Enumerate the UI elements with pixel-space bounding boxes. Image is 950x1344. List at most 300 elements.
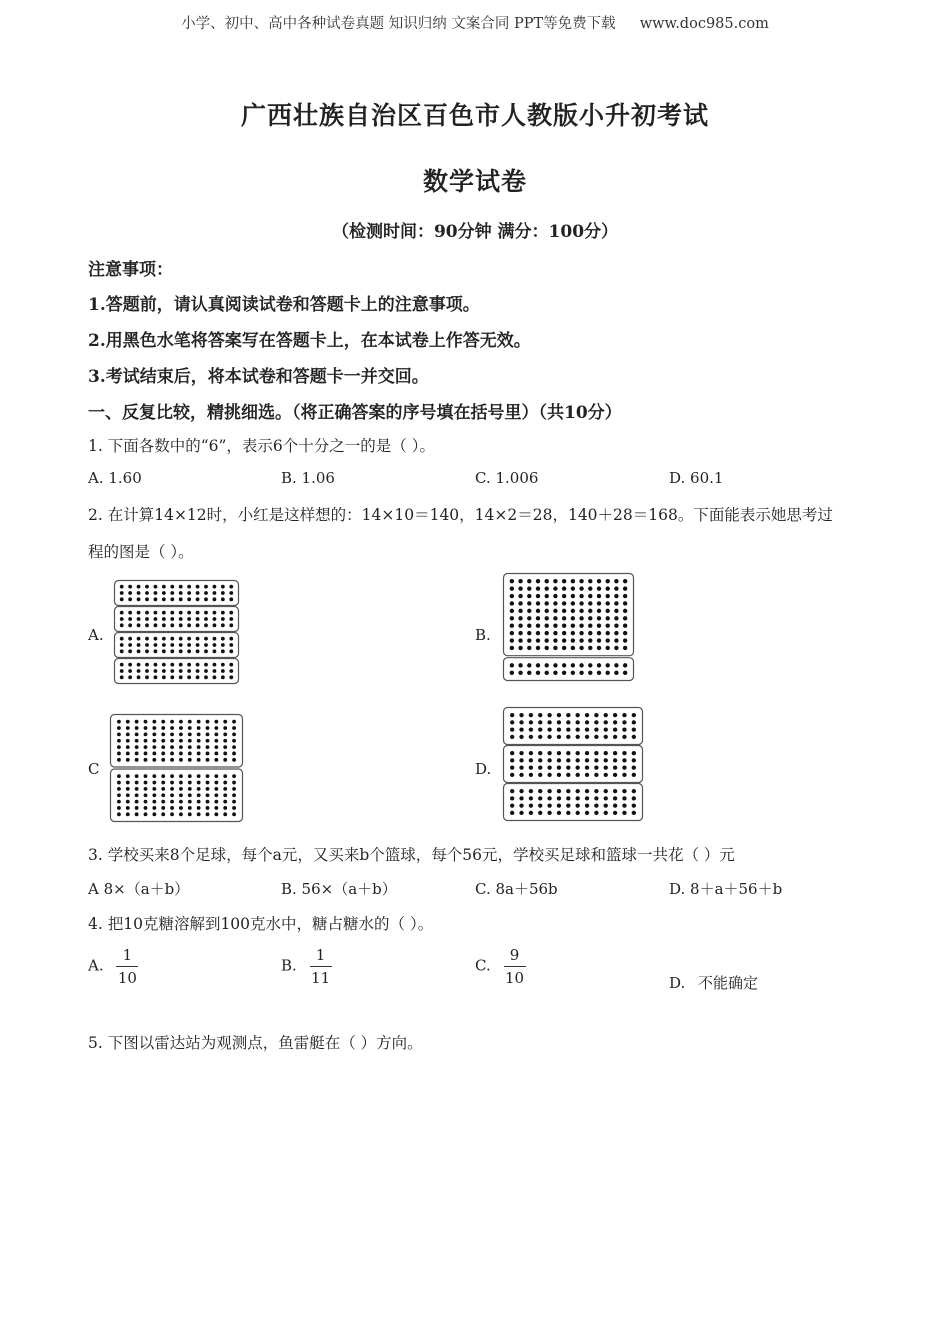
dot [145,611,149,615]
dot [179,732,183,736]
dot [213,591,217,595]
dot [179,637,183,641]
dot [614,631,618,635]
dot [120,617,124,621]
dot [604,713,608,717]
dot [187,663,191,667]
q3-option-d: D. 8＋a＋56＋b [669,880,783,898]
dot [594,796,598,800]
dot [632,727,636,731]
q4-option-d [669,972,758,993]
dot [518,646,522,650]
dot [545,609,549,613]
dot [213,623,217,627]
dot [547,751,551,755]
dot [588,646,592,650]
dot [562,616,566,620]
dot [213,597,217,601]
dot [126,787,130,791]
dot [538,773,542,777]
dot [538,765,542,769]
dot [213,675,217,679]
dot [128,663,132,667]
dot [128,637,132,641]
dot [510,646,514,650]
dot [197,726,201,730]
dot [161,720,165,724]
dot [179,663,183,667]
dot [585,720,589,724]
dot [594,727,598,731]
dot [606,579,610,583]
dot [571,624,575,628]
q4-option-c [475,944,526,989]
dot [545,624,549,628]
dot [229,675,233,679]
dot [585,803,589,807]
dot [536,663,540,667]
dot [162,663,166,667]
dot [161,806,165,810]
dot [519,796,523,800]
dot [126,774,130,778]
q2-figure-c [110,714,244,822]
dot [604,811,608,815]
dot [545,663,549,667]
dot [120,585,124,589]
dot [562,609,566,613]
dot [170,637,174,641]
dot [545,601,549,605]
dot [613,720,617,724]
dot [557,789,561,793]
dot [117,752,121,756]
dot [613,758,617,762]
dot-group-box [111,715,243,768]
dot [614,579,618,583]
dot [585,727,589,731]
dot [579,594,583,598]
dot [179,812,183,816]
q1-option-b: B. 1.06 [281,469,335,487]
dot [518,601,522,605]
dot [179,793,183,797]
dot [232,745,236,749]
dot [536,631,540,635]
dot [188,726,192,730]
dot [571,663,575,667]
dot [232,781,236,785]
dot [527,646,531,650]
dot [145,669,149,673]
dot [213,643,217,647]
dot [606,601,610,605]
dot [594,735,598,739]
dot [519,765,523,769]
dot [527,594,531,598]
dot [204,637,208,641]
dot [576,765,580,769]
dot [144,752,148,756]
dot [188,787,192,791]
dot [161,781,165,785]
dot [579,624,583,628]
dot [214,752,218,756]
dot [571,586,575,590]
dot [196,637,200,641]
dot [518,616,522,620]
dot [519,727,523,731]
dot [117,739,121,743]
dot [229,585,233,589]
dot [623,631,627,635]
dot [135,752,139,756]
dot [529,773,533,777]
dot [135,781,139,785]
dot [613,751,617,755]
q2-figure-a [114,580,240,684]
dot [128,675,132,679]
dot [538,735,542,739]
dot [223,806,227,810]
dot [197,793,201,797]
dot [518,671,522,675]
dot [221,675,225,679]
dot [614,646,618,650]
dot [204,611,208,615]
dot [510,751,514,755]
dot [188,732,192,736]
dot [529,796,533,800]
dot [571,631,575,635]
dot [597,663,601,667]
dot [188,781,192,785]
dot [613,803,617,807]
dot [585,751,589,755]
q4-a-denominator: 10 [117,969,137,987]
dot [126,745,130,749]
dot [179,781,183,785]
dot [597,609,601,613]
dot [179,752,183,756]
dot [154,663,158,667]
dot [547,735,551,739]
dot [135,758,139,762]
dot [197,774,201,778]
dot [606,624,610,628]
question-2-line-1: 2. 在计算14×12时，小红是这样想的：14×10＝140，14×2＝28，140＋28＝168。下面能表示她思考过 [88,506,833,524]
dot [622,720,626,724]
dot [553,671,557,675]
dot [571,671,575,675]
question-3: 3. 学校买来8个足球，每个a元，又买来b个篮球，每个56元，学校买足球和篮球一共花（ ）元 [88,846,735,864]
dot [557,796,561,800]
dot [117,720,121,724]
dot-group-box [115,581,239,606]
dot [229,591,233,595]
dot [223,752,227,756]
dot [206,787,210,791]
dot [170,787,174,791]
dot [547,727,551,731]
dot [162,675,166,679]
dot [545,646,549,650]
dot [518,586,522,590]
dot [538,803,542,807]
dot [117,726,121,730]
q4-option-b-fraction [310,944,332,989]
dot [518,624,522,628]
dot [206,720,210,724]
dot [120,663,124,667]
dot [135,774,139,778]
dot [604,735,608,739]
dot [566,796,570,800]
dot-group-box [504,746,643,783]
dot [126,732,130,736]
dot [128,623,132,627]
dot [187,597,191,601]
dot [204,623,208,627]
dot [162,649,166,653]
dot [179,585,183,589]
dot [179,623,183,627]
dot [179,745,183,749]
dot [527,624,531,628]
dot [545,594,549,598]
dot [179,617,183,621]
dot [566,720,570,724]
dot [518,631,522,635]
dot [606,638,610,642]
dot [197,758,201,762]
dot [547,796,551,800]
header-text: 小学、初中、高中各种试卷真题 知识归纳 文案合同 PPT等免费下载 [181,16,616,32]
dot [152,793,156,797]
dot [117,732,121,736]
question-2-line-2: 程的图是（ ）。 [88,543,194,561]
dot [527,579,531,583]
dot [553,631,557,635]
dot [562,646,566,650]
dot [128,585,132,589]
q4-option-b-label: B. [281,956,297,975]
dot [510,638,514,642]
dot [510,811,514,815]
dot [223,781,227,785]
dot [622,796,626,800]
q4-option-a [88,944,138,989]
dot [197,752,201,756]
dot [188,752,192,756]
dot [585,758,589,762]
dot [221,649,225,653]
dot [623,646,627,650]
dot [510,713,514,717]
q4-b-denominator: 11 [311,969,331,987]
dot [232,787,236,791]
dot [588,638,592,642]
dot [604,789,608,793]
header-url[interactable]: www.doc985.com [639,16,769,32]
dot [232,720,236,724]
dot [170,781,174,785]
dot [623,624,627,628]
dot [120,637,124,641]
dot [206,781,210,785]
dot [214,739,218,743]
dot [614,671,618,675]
dot [196,611,200,615]
dot [196,597,200,601]
dot-group-box [504,708,643,745]
dot [510,773,514,777]
q4-c-denominator: 10 [504,969,525,987]
dot [229,669,233,673]
dot [145,637,149,641]
dot [206,752,210,756]
dot [229,623,233,627]
dot [126,720,130,724]
dot [510,601,514,605]
dot [188,806,192,810]
dot [588,586,592,590]
dot [144,793,148,797]
question-4: 4. 把10克糖溶解到100克水中，糖占糖水的（ ）。 [88,915,434,933]
dot [161,793,165,797]
dot [187,617,191,621]
dot [623,601,627,605]
dot [613,789,617,793]
q2-label-a: A. [88,626,104,644]
dot [614,609,618,613]
dot [187,649,191,653]
dot [213,663,217,667]
dot [223,774,227,778]
dot [117,806,121,810]
dot [576,758,580,762]
dot [518,663,522,667]
dot [145,585,149,589]
q1-option-c: C. 1.006 [475,469,539,487]
dot [613,773,617,777]
dot [622,727,626,731]
dot [152,806,156,810]
dot [117,812,121,816]
dot [170,752,174,756]
dot [223,800,227,804]
dot [128,669,132,673]
dot [223,758,227,762]
dot [161,726,165,730]
dot [622,789,626,793]
dot [527,663,531,667]
notice-item-1: 1.答题前，请认真阅读试卷和答题卡上的注意事项。 [88,295,480,315]
q1-option-a: A. 1.60 [88,469,142,487]
dot [223,793,227,797]
dot [144,739,148,743]
dot [538,727,542,731]
dot [229,649,233,653]
dot [613,765,617,769]
dot [545,631,549,635]
dot [553,616,557,620]
q3-option-b: B. 56×（a＋b） [281,880,397,898]
dot [137,611,141,615]
dot [597,646,601,650]
dot [510,631,514,635]
dot [135,745,139,749]
dot [614,624,618,628]
dot [197,781,201,785]
dot [585,789,589,793]
dot [170,669,174,673]
dot [614,638,618,642]
dot [623,616,627,620]
dot [204,617,208,621]
dot [623,609,627,613]
dot [604,758,608,762]
dot [632,735,636,739]
dot [538,720,542,724]
dot [128,591,132,595]
dot [557,803,561,807]
dot [229,597,233,601]
dot [197,732,201,736]
dot [576,789,580,793]
dot [579,586,583,590]
dot [562,579,566,583]
dot [120,669,124,673]
dot [613,796,617,800]
dot [594,758,598,762]
dot [162,617,166,621]
dot [214,793,218,797]
dot [197,787,201,791]
dot [622,765,626,769]
dot [566,713,570,717]
dot [179,675,183,679]
dot [162,611,166,615]
dot [547,765,551,769]
dot [135,720,139,724]
dot [576,773,580,777]
dot [594,773,598,777]
dot [562,594,566,598]
dot [161,787,165,791]
dot [214,787,218,791]
dot [179,774,183,778]
dot [529,758,533,762]
dot [232,806,236,810]
dot [170,591,174,595]
dot [161,812,165,816]
dot [553,638,557,642]
dot [510,609,514,613]
dot [179,806,183,810]
dot [557,727,561,731]
dot [557,735,561,739]
dot [538,713,542,717]
question-5: 5. 下图以雷达站为观测点，鱼雷艇在（ ）方向。 [88,1034,423,1052]
dot [196,675,200,679]
dot [597,579,601,583]
dot [232,732,236,736]
dot [545,586,549,590]
dot [604,803,608,807]
dot [179,643,183,647]
dot [117,793,121,797]
